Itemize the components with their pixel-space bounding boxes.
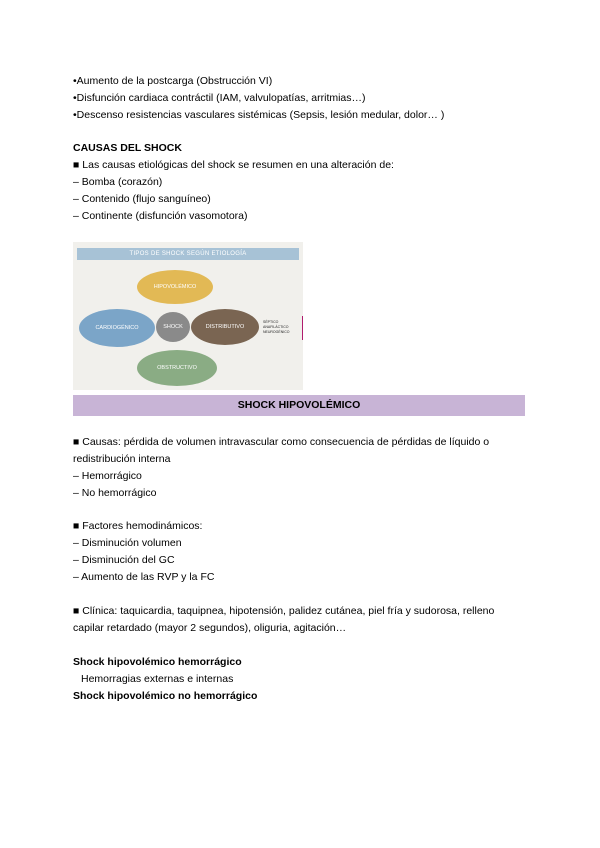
no-hemorragico-title: Shock hipovolémico no hemorrágico	[73, 690, 258, 702]
shock-types-figure	[73, 242, 303, 390]
hipovolemico-ellipse	[137, 270, 213, 304]
factores-line: ■ Factores hemodinámicos:	[73, 520, 203, 532]
shock-center-label: SHOCK	[163, 324, 183, 330]
causas-line: – Continente (disfunción vasomotora)	[73, 210, 248, 222]
causas-line: – Contenido (flujo sanguíneo)	[73, 193, 211, 205]
subtype-label: ANAFILÁCTICO	[263, 325, 289, 329]
causas-line: – Bomba (corazón)	[73, 176, 163, 188]
causas-line: ■ Las causas etiológicas del shock se resumen en una alteración de:	[73, 159, 394, 171]
hipo-causas-line: ■ Causas: pérdida de volumen intravascular como consecuencia de pérdidas de líquido o	[73, 436, 490, 448]
cardiogenico-label: CARDIOGÉNICO	[95, 325, 139, 331]
causas-heading: CAUSAS DEL SHOCK	[73, 142, 182, 154]
hemorragico-title: Shock hipovolémico hemorrágico	[73, 656, 242, 668]
hipo-causas-line: – Hemorrágico	[73, 470, 142, 482]
intro-line: •Disfunción cardiaca contráctil (IAM, valvulopatías, arritmias…)	[73, 92, 366, 104]
distributivo-ellipse	[191, 309, 259, 345]
factores-line: – Disminución volumen	[73, 537, 182, 549]
hemorragico-item: Hemorragias externas e internas	[81, 673, 234, 685]
hipo-causas-line: – No hemorrágico	[73, 487, 157, 499]
figure-title: TIPOS DE SHOCK SEGÚN ETIOLOGÍA	[77, 248, 299, 260]
subtypes-bracket	[300, 316, 303, 340]
intro-line: •Aumento de la postcarga (Obstrucción VI)	[73, 75, 273, 87]
distributivo-subtypes	[263, 320, 299, 335]
factores-line: – Aumento de las RVP y la FC	[73, 571, 215, 583]
hipo-causas-line: redistribución interna	[73, 453, 171, 465]
obstructivo-ellipse	[137, 350, 217, 386]
section-banner: SHOCK HIPOVOLÉMICO	[73, 395, 525, 416]
shock-center-circle	[156, 312, 190, 342]
obstructivo-label: OBSTRUCTIVO	[157, 365, 197, 371]
cardiogenico-ellipse	[79, 309, 155, 347]
distributivo-label: DISTRIBUTIVO	[205, 324, 245, 330]
intro-line: •Descenso resistencias vasculares sistémicas (Sepsis, lesión medular, dolor… )	[73, 109, 445, 121]
hipovolemico-label: HIPOVOLÉMICO	[153, 284, 197, 290]
clinica-line: ■ Clínica: taquicardia, taquipnea, hipotensión, palidez cutánea, piel fría y sudorosa, relleno	[73, 605, 495, 617]
subtype-label: SÉPTICO	[263, 320, 279, 324]
subtype-label: NEUROGÉNICO	[263, 330, 290, 334]
clinica-line: capilar retardado (mayor 2 segundos), oliguria, agitación…	[73, 622, 347, 634]
factores-line: – Disminución del GC	[73, 554, 175, 566]
